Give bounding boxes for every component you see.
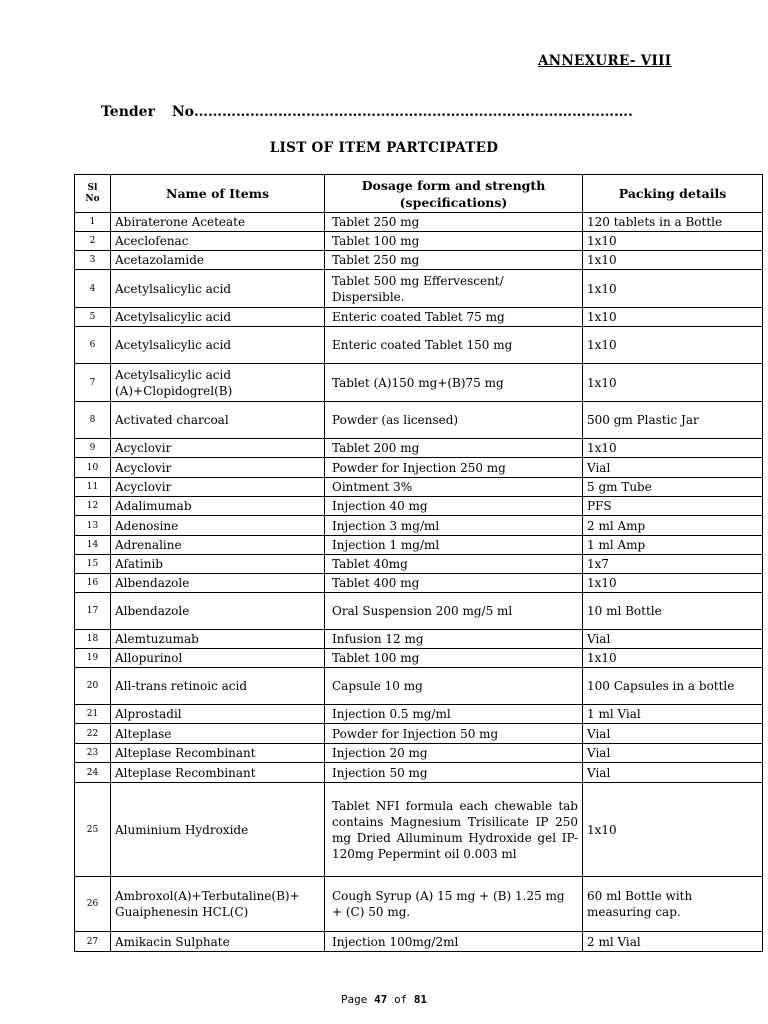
row-packing: PFS: [583, 497, 763, 516]
table-row: [75, 402, 763, 439]
row-packing: 1x10: [583, 270, 763, 308]
table-row: [75, 251, 763, 270]
row-packing: 1 ml Amp: [583, 536, 763, 555]
row-sl-no: 24: [75, 763, 111, 783]
of-label: of: [393, 993, 408, 1006]
row-packing: 1x10: [583, 327, 763, 364]
tender-line: [101, 104, 633, 120]
row-dosage: Tablet NFI formula each chewable tab contains Magnesium Trisilicate IP 250 mg Dried Alluminum Hydroxide gel IP-120mg Pepermint oil 0.003 ml: [325, 783, 583, 877]
row-packing: 1x10: [583, 783, 763, 877]
items-table-body: [75, 213, 763, 952]
row-dosage: Tablet 40mg: [325, 555, 583, 574]
row-item-name: Alteplase: [111, 724, 325, 744]
row-dosage: Tablet 250 mg: [325, 251, 583, 270]
row-packing: 2 ml Vial: [583, 932, 763, 952]
row-item-name: Alprostadil: [111, 705, 325, 724]
row-dosage: Powder for Injection 250 mg: [325, 458, 583, 478]
table-row: [75, 555, 763, 574]
table-row: [75, 724, 763, 744]
items-table: [74, 174, 763, 952]
row-dosage: Enteric coated Tablet 75 mg: [325, 308, 583, 327]
page-label: Page: [340, 993, 368, 1006]
row-item-name: Afatinib: [111, 555, 325, 574]
row-dosage: Ointment 3%: [325, 478, 583, 497]
row-sl-no: 5: [75, 308, 111, 327]
row-sl-no: 23: [75, 744, 111, 763]
col-header-name: Name of Items: [111, 175, 325, 213]
row-dosage: Injection 100mg/2ml: [325, 932, 583, 952]
annexure-heading: ANNEXURE- VIII: [538, 53, 672, 69]
table-header-row: [75, 175, 763, 213]
row-item-name: All-trans retinoic acid: [111, 668, 325, 705]
list-title: LIST OF ITEM PARTCIPATED: [269, 140, 499, 156]
row-sl-no: 6: [75, 327, 111, 364]
tender-number-blank: No………………………………………………………………………………….: [171, 104, 633, 120]
row-item-name: Albendazole: [111, 574, 325, 593]
row-item-name: Acetylsalicylic acid: [111, 308, 325, 327]
row-sl-no: 10: [75, 458, 111, 478]
row-packing: 500 gm Plastic Jar: [583, 402, 763, 439]
row-item-name: Acetylsalicylic acid: [111, 270, 325, 308]
col-header-dosage: Dosage form and strength (specifications): [325, 175, 583, 213]
row-sl-no: 8: [75, 402, 111, 439]
table-row: [75, 649, 763, 668]
table-row: [75, 439, 763, 458]
row-sl-no: 17: [75, 593, 111, 630]
row-item-name: Alteplase Recombinant: [111, 763, 325, 783]
row-packing: 60 ml Bottle with measuring cap.: [583, 877, 763, 932]
table-row: [75, 763, 763, 783]
row-sl-no: 19: [75, 649, 111, 668]
table-row: [75, 516, 763, 536]
table-row: [75, 536, 763, 555]
row-packing: 1x10: [583, 251, 763, 270]
table-row: [75, 478, 763, 497]
row-dosage: Tablet 250 mg: [325, 213, 583, 232]
row-packing: 1x10: [583, 574, 763, 593]
table-row: [75, 668, 763, 705]
row-item-name: Alemtuzumab: [111, 630, 325, 649]
row-sl-no: 2: [75, 232, 111, 251]
col-header-sl-no: Sl No: [75, 175, 111, 213]
table-row: [75, 574, 763, 593]
table-row: [75, 327, 763, 364]
row-sl-no: 27: [75, 932, 111, 952]
table-row: [75, 364, 763, 402]
row-item-name: Acetazolamide: [111, 251, 325, 270]
row-packing: Vial: [583, 458, 763, 478]
table-row: [75, 497, 763, 516]
row-item-name: Adalimumab: [111, 497, 325, 516]
row-packing: 120 tablets in a Bottle: [583, 213, 763, 232]
row-sl-no: 22: [75, 724, 111, 744]
table-row: [75, 744, 763, 763]
table-row: [75, 877, 763, 932]
table-row: [75, 783, 763, 877]
row-packing: Vial: [583, 724, 763, 744]
row-item-name: Adenosine: [111, 516, 325, 536]
row-packing: Vial: [583, 630, 763, 649]
table-row: [75, 705, 763, 724]
row-dosage: Tablet 100 mg: [325, 649, 583, 668]
row-sl-no: 15: [75, 555, 111, 574]
row-packing: 10 ml Bottle: [583, 593, 763, 630]
row-sl-no: 26: [75, 877, 111, 932]
row-dosage: Cough Syrup (A) 15 mg + (B) 1.25 mg + (C) 50 mg.: [325, 877, 583, 932]
row-packing: Vial: [583, 763, 763, 783]
row-sl-no: 4: [75, 270, 111, 308]
row-packing: 1x10: [583, 308, 763, 327]
row-packing: 100 Capsules in a bottle: [583, 668, 763, 705]
row-dosage: Tablet 500 mg Effervescent/ Dispersible.: [325, 270, 583, 308]
row-packing: 2 ml Amp: [583, 516, 763, 536]
row-dosage: Enteric coated Tablet 150 mg: [325, 327, 583, 364]
row-sl-no: 20: [75, 668, 111, 705]
row-dosage: Injection 1 mg/ml: [325, 536, 583, 555]
row-dosage: Tablet 400 mg: [325, 574, 583, 593]
row-dosage: Oral Suspension 200 mg/5 ml: [325, 593, 583, 630]
table-row: [75, 232, 763, 251]
col-header-packing: Packing details: [583, 175, 763, 213]
row-sl-no: 11: [75, 478, 111, 497]
row-sl-no: 14: [75, 536, 111, 555]
page-total: 81: [413, 993, 428, 1006]
row-sl-no: 7: [75, 364, 111, 402]
row-sl-no: 12: [75, 497, 111, 516]
row-packing: 1x10: [583, 232, 763, 251]
row-item-name: Acetylsalicylic acid (A)+Clopidogrel(B): [111, 364, 325, 402]
table-row: [75, 458, 763, 478]
row-item-name: Acyclovir: [111, 478, 325, 497]
page-footer: [0, 993, 768, 1006]
row-dosage: Capsule 10 mg: [325, 668, 583, 705]
row-item-name: Aluminium Hydroxide: [111, 783, 325, 877]
row-item-name: Amikacin Sulphate: [111, 932, 325, 952]
row-sl-no: 16: [75, 574, 111, 593]
row-item-name: Ambroxol(A)+Terbutaline(B)+ Guaiphenesin HCL(C): [111, 877, 325, 932]
row-packing: 1x7: [583, 555, 763, 574]
row-packing: 1x10: [583, 649, 763, 668]
row-item-name: Activated charcoal: [111, 402, 325, 439]
row-packing: 1x10: [583, 364, 763, 402]
table-row: [75, 630, 763, 649]
row-sl-no: 21: [75, 705, 111, 724]
row-item-name: Acyclovir: [111, 458, 325, 478]
table-row: [75, 308, 763, 327]
row-packing: Vial: [583, 744, 763, 763]
row-sl-no: 18: [75, 630, 111, 649]
row-item-name: Acetylsalicylic acid: [111, 327, 325, 364]
row-sl-no: 3: [75, 251, 111, 270]
row-dosage: Injection 40 mg: [325, 497, 583, 516]
row-item-name: Albendazole: [111, 593, 325, 630]
page-current: 47: [374, 993, 388, 1006]
row-sl-no: 9: [75, 439, 111, 458]
row-dosage: Tablet (A)150 mg+(B)75 mg: [325, 364, 583, 402]
row-packing: 5 gm Tube: [583, 478, 763, 497]
row-dosage: Powder for Injection 50 mg: [325, 724, 583, 744]
table-row: [75, 270, 763, 308]
row-dosage: Infusion 12 mg: [325, 630, 583, 649]
row-item-name: Abiraterone Aceteate: [111, 213, 325, 232]
row-item-name: Alteplase Recombinant: [111, 744, 325, 763]
row-sl-no: 1: [75, 213, 111, 232]
row-sl-no: 25: [75, 783, 111, 877]
row-item-name: Aceclofenac: [111, 232, 325, 251]
row-packing: 1 ml Vial: [583, 705, 763, 724]
row-dosage: Injection 3 mg/ml: [325, 516, 583, 536]
table-row: [75, 593, 763, 630]
row-item-name: Adrenaline: [111, 536, 325, 555]
row-dosage: Injection 0.5 mg/ml: [325, 705, 583, 724]
row-item-name: Acyclovir: [111, 439, 325, 458]
row-packing: 1x10: [583, 439, 763, 458]
row-dosage: Tablet 200 mg: [325, 439, 583, 458]
table-row: [75, 932, 763, 952]
tender-label: Tender: [101, 104, 155, 120]
row-dosage: Injection 50 mg: [325, 763, 583, 783]
row-dosage: Tablet 100 mg: [325, 232, 583, 251]
row-item-name: Allopurinol: [111, 649, 325, 668]
row-dosage: Injection 20 mg: [325, 744, 583, 763]
table-row: [75, 213, 763, 232]
row-sl-no: 13: [75, 516, 111, 536]
row-dosage: Powder (as licensed): [325, 402, 583, 439]
